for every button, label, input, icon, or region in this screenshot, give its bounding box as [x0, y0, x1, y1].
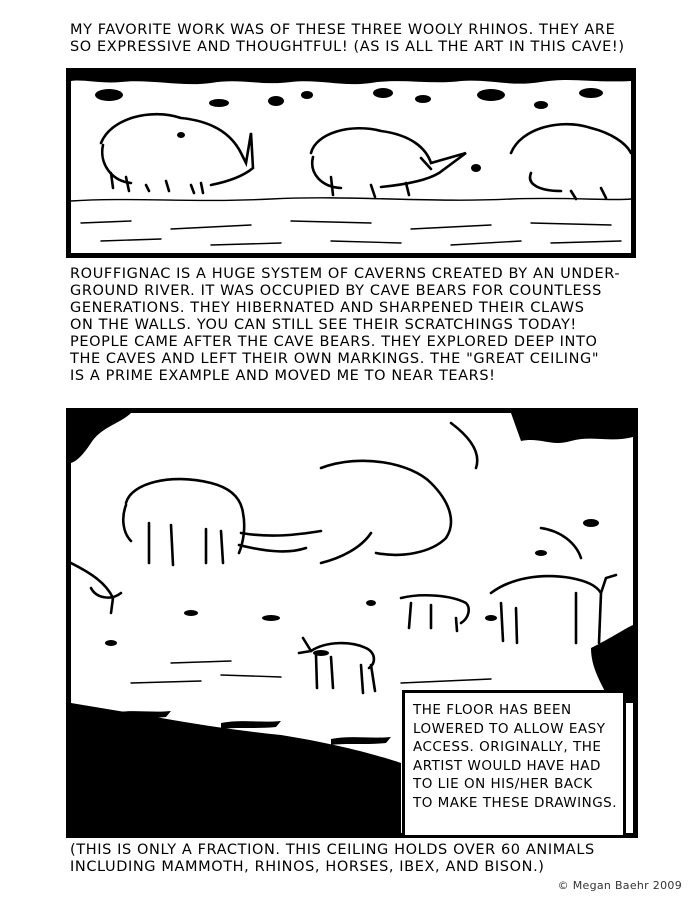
note-line: TO MAKE THESE DRAWINGS.	[413, 794, 618, 811]
caption-line: MY FAVORITE WORK WAS OF THESE THREE WOOLY RHINOS. THEY ARE	[70, 22, 616, 38]
floor-note-box	[402, 690, 626, 838]
caption-line: ON THE WALLS. YOU CAN STILL SEE THEIR SCRATCHINGS TODAY!	[70, 317, 577, 333]
caption-line: THE CAVES AND LEFT THEIR OWN MARKINGS. THE "GREAT CEILING"	[70, 351, 600, 367]
caption-line: INCLUDING MAMMOTH, RHINOS, HORSES, IBEX, AND BISON.)	[70, 859, 545, 875]
caption-line: PEOPLE CAME AFTER THE CAVE BEARS. THEY EXPLORED DEEP INTO	[70, 334, 598, 350]
note-line: THE FLOOR HAS BEEN	[413, 702, 572, 718]
note-line: ARTIST WOULD HAVE HAD	[413, 757, 601, 774]
caption-line: SO EXPRESSIVE AND THOUGHTFUL! (AS IS ALL THE ART IN THIS CAVE!)	[70, 39, 625, 55]
note-line: LOWERED TO ALLOW EASY	[413, 720, 606, 737]
top-caption	[70, 22, 650, 56]
copyright-credit: © Megan Baehr 2009	[557, 879, 682, 892]
caption-line: (THIS IS ONLY A FRACTION. THIS CEILING HOLDS OVER 60 ANIMALS	[70, 842, 595, 858]
note-line: TO LIE ON HIS/HER BACK	[413, 776, 593, 792]
note-line: ACCESS. ORIGINALLY, THE	[413, 739, 602, 755]
rhino-panel-drawing	[71, 73, 631, 253]
caption-line: GENERATIONS. THEY HIBERNATED AND SHARPENED THEIR CLAWS	[70, 300, 585, 316]
caption-line: GROUND RIVER. IT WAS OCCUPIED BY CAVE BEARS FOR COUNTLESS	[70, 283, 602, 299]
caption-line: ROUFFIGNAC IS A HUGE SYSTEM OF CAVERNS CREATED BY AN UNDER-	[70, 266, 621, 282]
middle-caption	[70, 266, 650, 385]
bottom-caption	[70, 842, 650, 876]
rhino-panel	[66, 68, 636, 258]
caption-line: IS A PRIME EXAMPLE AND MOVED ME TO NEAR TEARS!	[70, 368, 496, 384]
